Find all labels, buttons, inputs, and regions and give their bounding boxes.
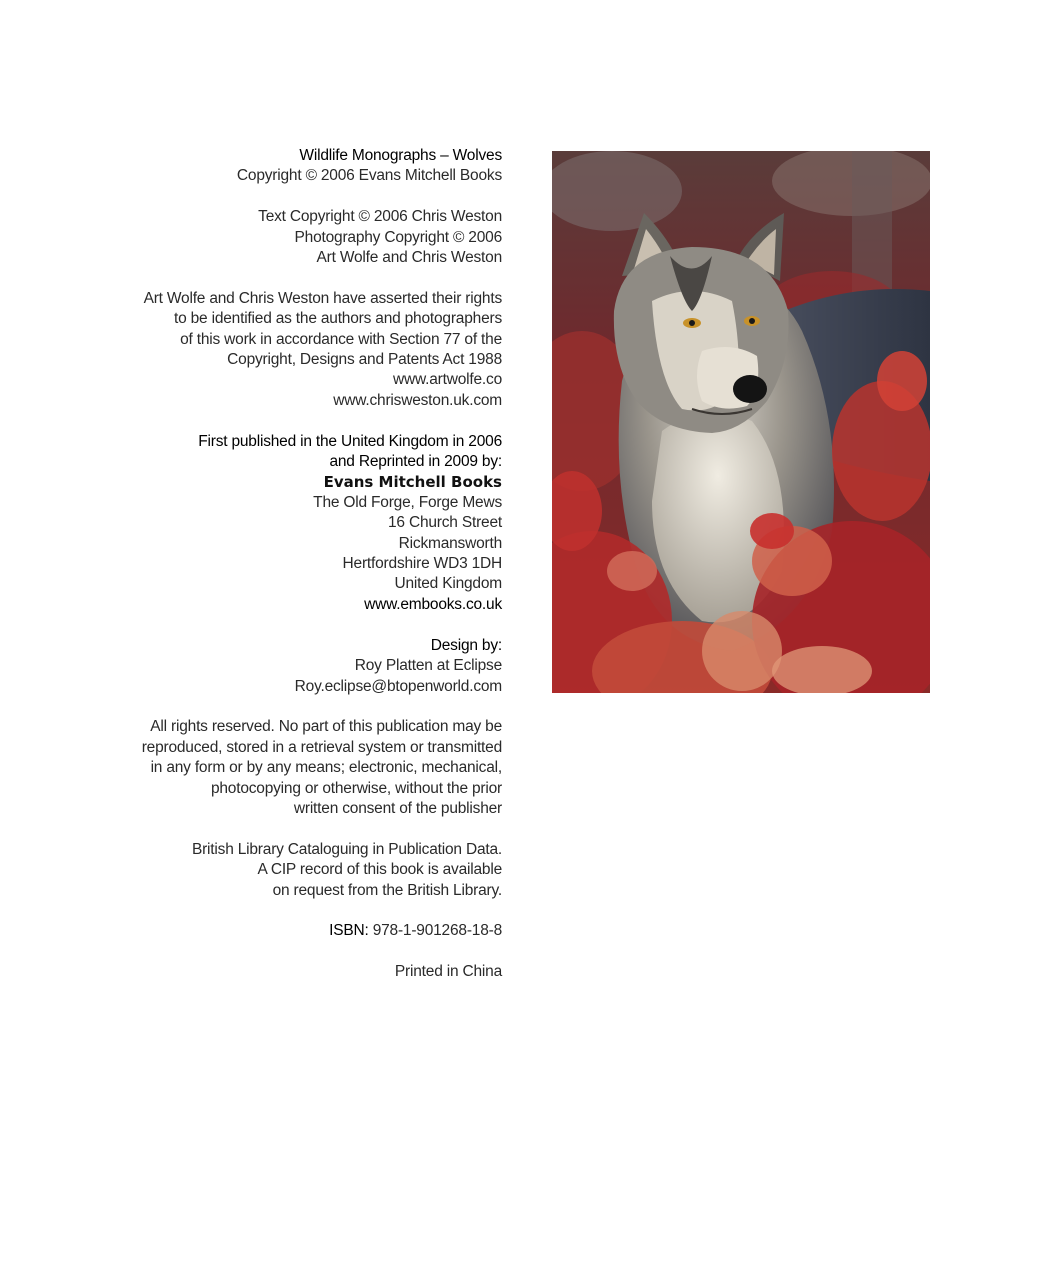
printed-block <box>102 962 502 982</box>
cip-line: A CIP record of this book is available <box>257 861 502 879</box>
address-line: Hertfordshire WD3 1DH <box>342 555 502 573</box>
isbn-value: 978-1-901268-18-8 <box>372 922 502 940</box>
first-published: First published in the United Kingdom in 2006 <box>198 432 502 450</box>
publisher-name: Evans Mitchell Books <box>323 473 502 492</box>
reserved-line: reproduced, stored in a retrieval system or transmitted <box>141 738 502 756</box>
publication-block <box>102 432 502 616</box>
address-line: Rickmansworth <box>398 534 502 552</box>
publisher-website: www.embooks.co.uk <box>364 595 502 613</box>
printed-in: Printed in China <box>394 963 502 981</box>
artwolfe-url: www.artwolfe.co <box>393 371 502 389</box>
reserved-line: All rights reserved. No part of this publication may be <box>150 718 502 736</box>
rights-line: Art Wolfe and Chris Weston have asserted their rights <box>143 289 502 307</box>
rights-line: of this work in accordance with Section 77 of the <box>180 330 502 348</box>
isbn-block <box>102 921 502 941</box>
designer-name: Roy Platten at Eclipse <box>354 657 502 675</box>
reprinted: and Reprinted in 2009 by: <box>329 453 502 471</box>
address-line: The Old Forge, Forge Mews <box>313 493 502 511</box>
wolf-photo <box>552 151 930 693</box>
cip-block <box>102 840 502 901</box>
chrisweston-url: www.chrisweston.uk.com <box>333 391 502 409</box>
imprint-text <box>102 146 502 1003</box>
reserved-line: written consent of the publisher <box>293 799 502 817</box>
isbn-label: ISBN: <box>329 922 369 940</box>
designer-email: Roy.eclipse@btopenworld.com <box>294 677 502 695</box>
copyright-block <box>102 207 502 268</box>
photographers: Art Wolfe and Chris Weston <box>316 249 502 267</box>
wolf-nose <box>733 375 767 403</box>
series-copyright: Copyright © 2006 Evans Mitchell Books <box>236 167 502 185</box>
reserved-line: photocopying or otherwise, without the prior <box>210 779 502 797</box>
address-line: 16 Church Street <box>388 514 502 532</box>
address-line: United Kingdom <box>394 575 502 593</box>
rights-line: to be identified as the authors and photographers <box>174 310 502 328</box>
rights-block <box>102 289 502 411</box>
design-block <box>102 636 502 697</box>
photography-copyright: Photography Copyright © 2006 <box>294 228 502 246</box>
isbn-line <box>102 921 502 941</box>
text-copyright: Text Copyright © 2006 Chris Weston <box>258 208 502 226</box>
rights-line: Copyright, Designs and Patents Act 1988 <box>227 351 502 369</box>
series-title: Wildlife Monographs – Wolves <box>299 147 502 164</box>
wolf-illustration <box>552 151 930 693</box>
reserved-line: in any form or by any means; electronic, mechanical, <box>150 759 502 777</box>
design-heading: Design by: <box>430 636 502 654</box>
cip-line: on request from the British Library. <box>272 881 502 899</box>
reserved-block <box>102 717 502 819</box>
cip-line: British Library Cataloguing in Publication Data. <box>191 840 502 858</box>
series-block <box>102 146 502 187</box>
